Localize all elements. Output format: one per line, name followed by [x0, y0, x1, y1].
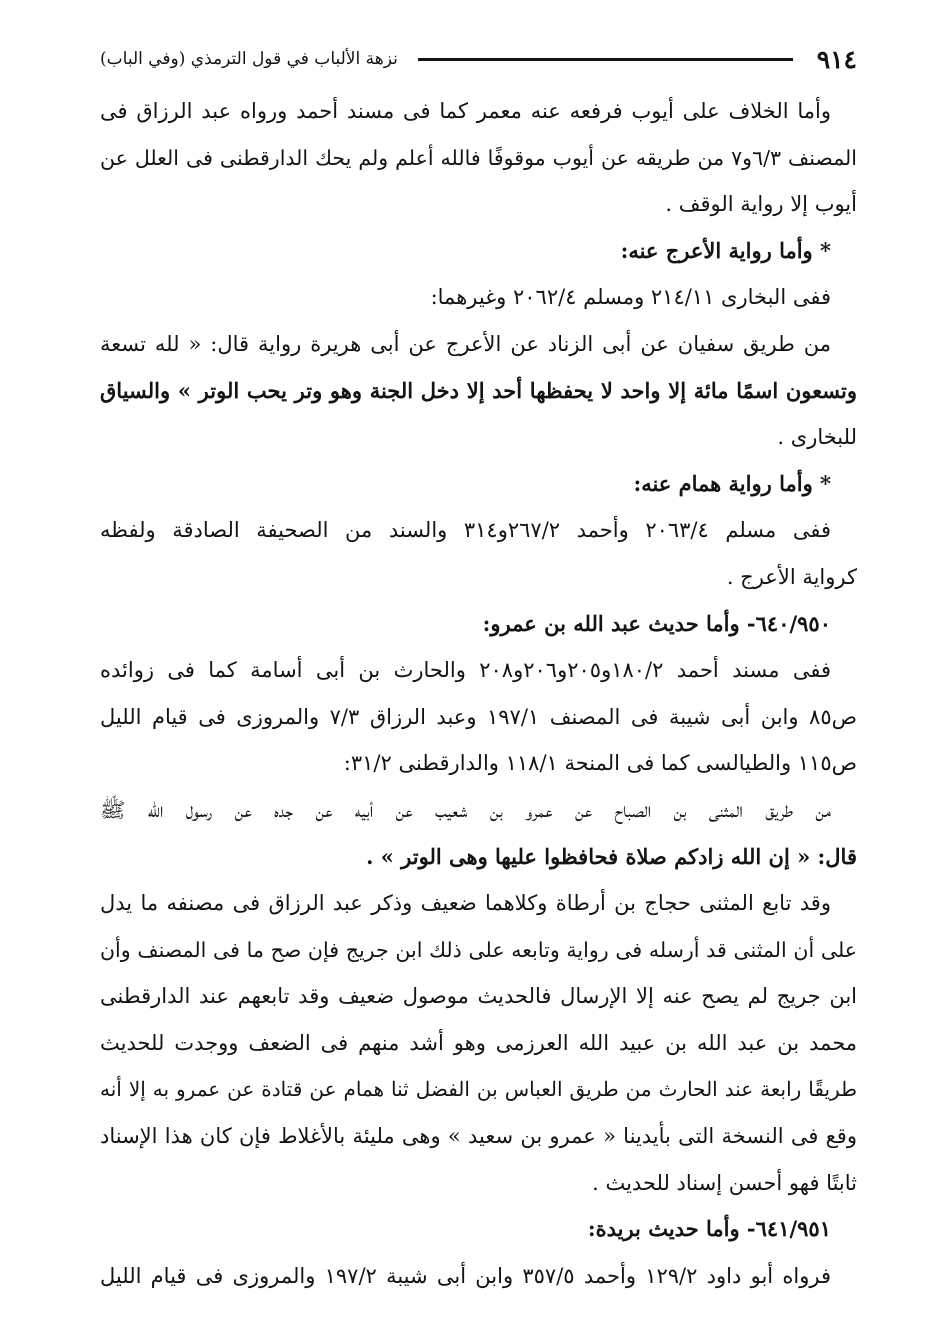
text-line: طريقًا رابعة عند الحارث من طريق العباس بن الفضل ثنا همام عن قتادة عن عمرو به إلا أنه [100, 1077, 857, 1102]
text-line: أيوب إلا رواية الوقف . [665, 192, 857, 217]
text-line: للبخارى . [777, 425, 857, 450]
text-line: ففى مسلم ٢٠٦٣/٤ وأحمد ٢٦٧/٢و٣١٤ والسند من الصحيفة الصادقة ولفظه [100, 518, 831, 543]
text-line: محمد بن عبد الله بن عبيد الله العرزمى وهو أشد منهم فى الضعف ووجدت للحديث [100, 1030, 857, 1055]
text-line: فرواه أبو داود ١٢٩/٢ وأحمد ٣٥٧/٥ وابن أبى شيبة ١٩٧/٢ والمروزى فى قيام الليل [100, 1263, 832, 1288]
page-body [100, 88, 857, 1299]
text-line: وقع فى النسخة التى بأيدينا « عمرو بن سعيد » وهى مليئة بالأغلاط فإن كان هذا الإسناد [100, 1124, 857, 1149]
text-line: من طريق المثنى بن الصباح عن عمرو بن شعيب عن أبيه عن جده عن رسول الله ﷺ [100, 797, 831, 822]
hadith-text-line: وتسعون اسمًا مائة إلا واحد لا يحفظها أحد إلا دخل الجنة وهو وتر يحب الوتر » والسياق [100, 377, 857, 403]
text-line: ثابتًا فهو أحسن إسناد للحديث . [592, 1170, 857, 1195]
text-line: وأما الخلاف على أيوب فرفعه عنه معمر كما فى مسند أحمد ورواه عبد الرزاق فى [100, 99, 831, 123]
section-heading: * وأما رواية الأعرج عنه: [620, 237, 831, 263]
text-line: المصنف ٦/٣و٧ من طريقه عن أيوب موقوفًا فالله أعلم ولم يحك الدارقطنى فى العلل عن [100, 145, 857, 170]
section-heading: ٦٤٠/٩٥٠- وأما حديث عبد الله بن عمرو: [482, 610, 831, 636]
section-heading: * وأما رواية همام عنه: [633, 470, 831, 496]
text-line: من طريق سفيان عن أبى الزناد عن الأعرج عن أبى هريرة رواية قال: « لله تسعة [100, 331, 831, 356]
text-line: ففى البخارى ٢١٤/١١ ومسلم ٢٠٦٢/٤ وغيرهما: [430, 285, 831, 310]
text-line: ص١١٥ والطيالسى كما فى المنحة ١١٨/١ والدارقطنى ٣١/٢: [343, 751, 857, 776]
text-line: ص٨٥ وابن أبى شيبة فى المصنف ١٩٧/١ وعبد الرزاق ٧/٣ والمروزى فى قيام الليل [100, 704, 857, 729]
hadith-text-line: قال: « إن الله زادكم صلاة فحافظوا عليها وهى الوتر » . [366, 843, 857, 869]
section-heading: ٦٤١/٩٥١- وأما حديث بريدة: [587, 1216, 831, 1242]
text-line: ابن جريج لم يصح عنه إلا الإرسال فالحديث موصول ضعيف وقد تابعهم عند الدارقطنى [100, 984, 857, 1009]
page-number: ٩١٤ [816, 44, 857, 74]
text-line: وقد تابع المثنى حجاج بن أرطاة وكلاهما ضعيف وذكر عبد الرزاق فى مصنفه ما يدل [100, 891, 831, 916]
running-title: نزهة الألباب في قول الترمذي (وفي الباب) [100, 49, 398, 69]
page-header [100, 42, 857, 76]
text-line: على أن المثنى قد أرسله فى رواية وتابعه على ذلك ابن جريج فإن صح ما فى المصنف وأن [100, 937, 857, 962]
text-line: ففى مسند أحمد ١٨٠/٢و٢٠٥و٢٠٦و٢٠٨ والحارث بن أبى أسامة كما فى زوائده [100, 658, 832, 683]
text-line: كرواية الأعرج . [726, 564, 857, 589]
header-rule [418, 58, 793, 61]
